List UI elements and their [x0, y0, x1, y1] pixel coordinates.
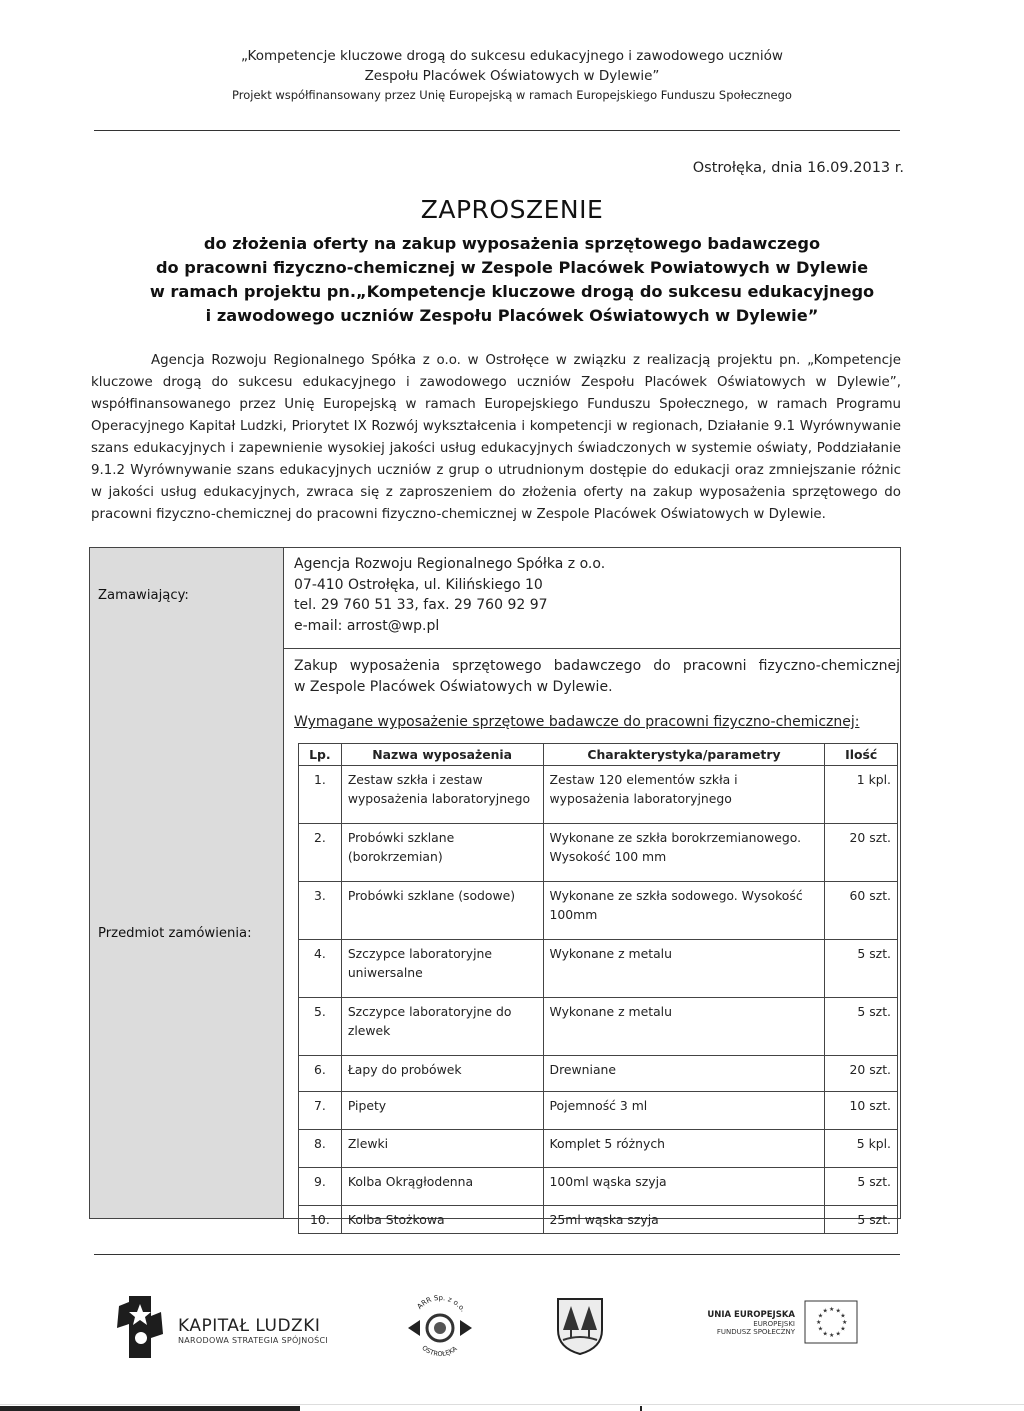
- table-row: [299, 766, 898, 824]
- column-header-qty: Ilość: [825, 744, 898, 766]
- table-row: [299, 824, 898, 882]
- subject-description-line1: Zakup wyposażenia sprzętowego badawczego do pracowni fizyczno-chemicznej: [294, 658, 900, 674]
- svg-text:ARR Sp. z o.o.: [416, 1294, 467, 1313]
- eu-star-icon: ★: [840, 1312, 846, 1320]
- arr-top-text: ARR Sp. z o.o.: [415, 1293, 468, 1314]
- arr-bottom-text: OSTROŁĘKA: [420, 1343, 459, 1359]
- equipment-list-heading: Wymagane wyposażenie sprzętowe badawcze do pracowni fizyczno-chemicznej:: [294, 714, 860, 730]
- eu-star-icon: ★: [835, 1330, 841, 1338]
- item-name: Szczypce laboratoryjne do zlewek: [341, 998, 543, 1056]
- column-header-spec: Charakterystyka/parametry: [543, 744, 825, 766]
- eu-star-icon: ★: [817, 1312, 824, 1320]
- item-qty: 20 szt.: [825, 1056, 898, 1092]
- item-lp: 4.: [299, 940, 342, 998]
- svg-text:OSTROŁĘKA: [420, 1344, 459, 1358]
- header-divider: [94, 130, 900, 131]
- intro-text: Agencja Rozwoju Regionalnego Spółka z o.o. w Ostrołęce w związku z realizacją projektu pn. „Kompetencje kluczowe drogą do sukcesu edukacyjnego i zawodowego uczniów Zespołu Placówek Oświatowych w Dylewie”, współfinansowanego przez Unię Europejską w ramach Europejskiego Funduszu Społecznego, w ramach Programu Operacyjnego Kapitał Ludzki, Priorytet IX Rozwój wykształcenia i kompetencji w regionach, Działanie 9.1 Wyrównywanie szans edukacyjnych i zapewnienie wysokiej jakości usług edukacyjnych świadczonych w systemie oświaty, Poddziałanie 9.1.2 Wyrównywanie szans edukacyjnych uczniów z grup o utrudnionym dostępie do edukacji oraz zmniejszanie różnic w jakości usług edukacyjnych, zwraca się z zaproszeniem do złożenia oferty na zakup wyposażenia sprzętowego do pracowni fizyczno-chemicznej do pracowni fizyczno-chemicznej w Zespole Placówek Oświatowych w Dylewie.: [91, 353, 901, 522]
- subject-row: [90, 648, 900, 1227]
- orderer-details: [294, 554, 605, 636]
- eu-star-icon: ★: [817, 1325, 824, 1333]
- item-qty: 60 szt.: [825, 882, 898, 940]
- item-lp: 7.: [299, 1092, 342, 1130]
- footer-divider: [94, 1254, 900, 1255]
- item-lp: 5.: [299, 998, 342, 1056]
- kapital-ludzki-title: KAPITAŁ LUDZKI: [178, 1316, 321, 1336]
- orderer-row: [90, 548, 900, 649]
- document-date: Ostrołęka, dnia 16.09.2013 r.: [692, 160, 904, 176]
- eu-sub1: EUROPEJSKI: [753, 1320, 795, 1328]
- item-name: Zestaw szkła i zestaw wyposażenia laboratoryjnego: [341, 766, 543, 824]
- kapital-ludzki-logo-icon: [115, 1294, 165, 1360]
- table-row: [299, 1206, 898, 1234]
- document-title: ZAPROSZENIE: [420, 195, 604, 224]
- eu-title: UNIA EUROPEJSKA: [707, 1310, 795, 1320]
- item-name: Probówki szklane (sodowe): [341, 882, 543, 940]
- eu-star-icon: ★: [816, 1319, 822, 1326]
- item-qty: 5 szt.: [825, 1168, 898, 1206]
- item-spec: Wykonane z metalu: [543, 940, 825, 998]
- column-header-name: Nazwa wyposażenia: [341, 744, 543, 766]
- eu-star-icon: ★: [829, 1306, 835, 1313]
- table-row: [299, 1092, 898, 1130]
- eu-star-icon: ★: [822, 1307, 828, 1315]
- item-name: Zlewki: [341, 1130, 543, 1168]
- item-lp: 3.: [299, 882, 342, 940]
- item-lp: 9.: [299, 1168, 342, 1206]
- subject-label: Przedmiot zamówienia:: [98, 926, 252, 941]
- item-lp: 6.: [299, 1056, 342, 1092]
- item-qty: 5 szt.: [825, 998, 898, 1056]
- orderer-line: Agencja Rozwoju Regionalnego Spółka z o.o.: [294, 556, 606, 572]
- item-qty: 10 szt.: [825, 1092, 898, 1130]
- item-qty: 5 szt.: [825, 940, 898, 998]
- item-lp: 1.: [299, 766, 342, 824]
- item-qty: 5 kpl.: [825, 1130, 898, 1168]
- equipment-table: [298, 743, 898, 1234]
- orderer-email: e-mail: arrost@wp.pl: [294, 617, 440, 634]
- header-cofinancing-note: Projekt współfinansowany przez Unię Europejską w ramach Europejskiego Funduszu Społecznego: [232, 88, 792, 102]
- equipment-table-header: [299, 744, 898, 766]
- orderer-label-cell: [90, 548, 284, 648]
- item-lp: 2.: [299, 824, 342, 882]
- kapital-ludzki-subtitle: NARODOWA STRATEGIA SPÓJNOŚCI: [178, 1336, 329, 1345]
- subtitle-line: w ramach projektu pn.„Kompetencje kluczowe drogą do sukcesu edukacyjnego: [149, 282, 875, 301]
- subtitle-line: i zawodowego uczniów Zespołu Placówek Oświatowych w Dylewie”: [205, 306, 819, 325]
- orderer-label: Zamawiający:: [98, 588, 189, 603]
- footer-logos: [0, 1288, 1024, 1368]
- subtitle-line: do pracowni fizyczno-chemicznej w Zespole Placówek Powiatowych w Dylewie: [155, 258, 869, 277]
- eu-sub2: FUNDUSZ SPOŁECZNY: [716, 1328, 795, 1336]
- intro-paragraph: [91, 350, 901, 526]
- document-subtitle: [120, 232, 904, 328]
- kapital-ludzki-text: [178, 1316, 328, 1345]
- subject-description: [294, 656, 900, 697]
- item-qty: 5 szt.: [825, 1206, 898, 1234]
- table-row: [299, 1056, 898, 1092]
- item-qty: 1 kpl.: [825, 766, 898, 824]
- item-spec: Komplet 5 różnych: [543, 1130, 825, 1168]
- item-name: Probówki szklane (borokrzemian): [341, 824, 543, 882]
- item-spec: Zestaw 120 elementów szkła i wyposażenia laboratoryjnego: [543, 766, 825, 824]
- header-project-title-line1: „Kompetencje kluczowe drogą do sukcesu edukacyjnego i zawodowego uczniów: [241, 48, 783, 64]
- item-qty: 20 szt.: [825, 824, 898, 882]
- table-row: [299, 1130, 898, 1168]
- table-row: [299, 998, 898, 1056]
- item-spec: Wykonane z metalu: [543, 998, 825, 1056]
- item-lp: 8.: [299, 1130, 342, 1168]
- item-spec: 100ml wąska szyja: [543, 1168, 825, 1206]
- arr-ostroleka-logo-icon: [400, 1290, 480, 1364]
- eu-star-icon: ★: [842, 1319, 848, 1326]
- subject-label-cell: [90, 648, 284, 1218]
- column-header-lp: Lp.: [299, 744, 342, 766]
- subtitle-line: do złożenia oferty na zakup wyposażenia sprzętowego badawczego: [203, 234, 821, 253]
- item-name: Kolba Stożkowa: [341, 1206, 543, 1234]
- eu-star-icon: ★: [835, 1307, 841, 1315]
- table-row: [299, 882, 898, 940]
- item-name: Łapy do probówek: [341, 1056, 543, 1092]
- item-name: Pipety: [341, 1092, 543, 1130]
- coat-of-arms-icon: [555, 1296, 605, 1356]
- item-spec: Wykonane ze szkła borokrzemianowego. Wysokość 100 mm: [543, 824, 825, 882]
- scan-mark: [0, 1406, 300, 1411]
- item-spec: Wykonane ze szkła sodowego. Wysokość 100mm: [543, 882, 825, 940]
- item-name: Kolba Okrągłodenna: [341, 1168, 543, 1206]
- item-spec: 25ml wąska szyja: [543, 1206, 825, 1234]
- eu-star-icon: ★: [829, 1332, 835, 1339]
- header-project-title-line2: Zespołu Placówek Oświatowych w Dylewie”: [364, 68, 660, 84]
- eu-flag-icon: [804, 1300, 858, 1344]
- subject-description-line2: w Zespole Placówek Oświatowych w Dylewie.: [294, 678, 613, 695]
- item-lp: 10.: [299, 1206, 342, 1234]
- item-spec: Drewniane: [543, 1056, 825, 1092]
- document-header: [0, 46, 1024, 104]
- eu-star-icon: ★: [822, 1330, 828, 1338]
- orderer-line: tel. 29 760 51 33, fax. 29 760 92 97: [294, 597, 548, 613]
- item-name: Szczypce laboratoryjne uniwersalne: [341, 940, 543, 998]
- eu-star-icon: ★: [840, 1325, 846, 1333]
- table-row: [299, 940, 898, 998]
- table-row: [299, 1168, 898, 1206]
- scan-mark: [640, 1406, 642, 1411]
- item-spec: Pojemność 3 ml: [543, 1092, 825, 1130]
- order-details-table: [89, 547, 901, 1227]
- orderer-line: 07-410 Ostrołęka, ul. Kilińskiego 10: [294, 576, 543, 593]
- eu-text: [695, 1310, 795, 1336]
